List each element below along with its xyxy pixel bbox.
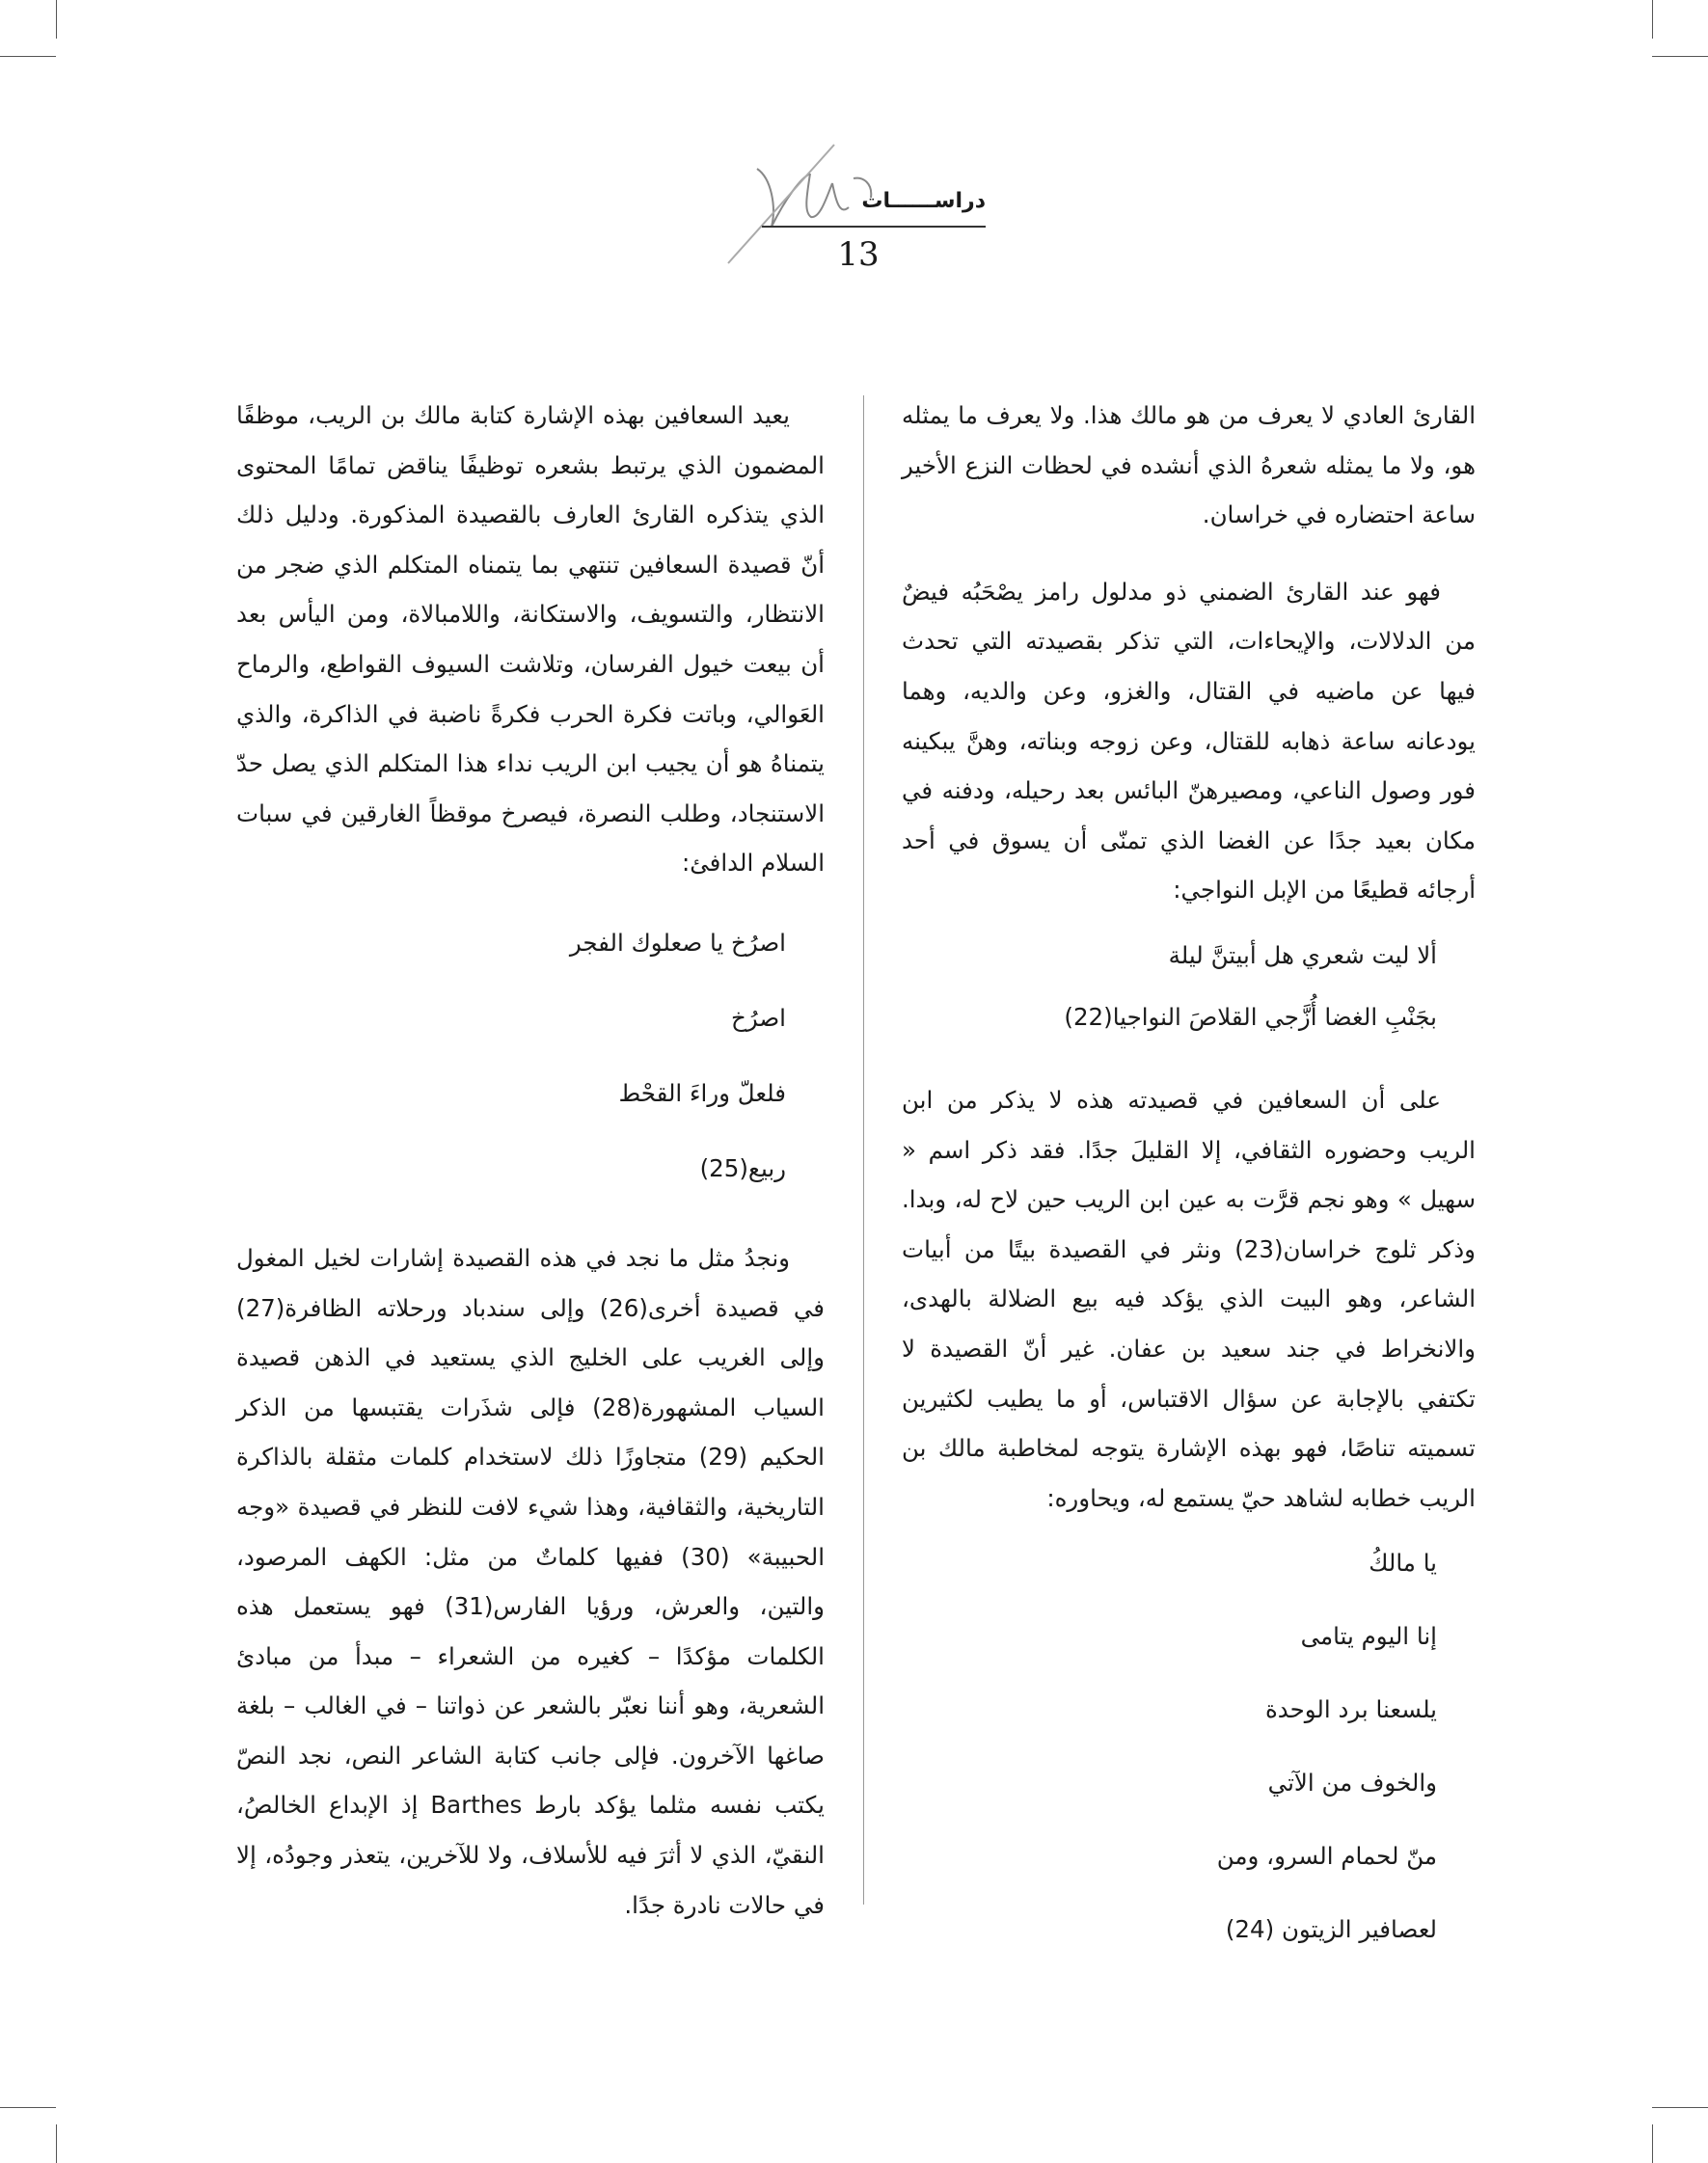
right-column <box>902 391 1476 1966</box>
crop-mark <box>0 56 56 57</box>
header-rule <box>762 226 986 228</box>
verse-line: فلعلّ وراءَ القحْط <box>618 1078 786 1107</box>
paragraph: يعيد السعافين بهذه الإشارة كتابة مالك بن الريب، موظفًا المضمون الذي يرتبط بشعره توظيفًا يناقض تمامًا المحتوى الذي يتذكره القارئ العارف بالقصيدة المذكورة. ودليل ذلك أنّ قصيدة السعافين تنتهي بما يتمناه المتكلم الذي ضجر من الانتظار، والتسويف، والاستكانة، واللامبالاة، ومن اليأس بعد أن بيعت خيول الفرسان، وتلاشت السيوف القواطع، والرماح العَوالي، وباتت فكرة الحرب فكرةً ناضبة في الذاكرة، والذي يتمناهُ هو أن يجيب ابن الريب نداء هذا المتكلم الذي يصل حدّ الاستنجاد، وطلب النصرة، فيصرخ موقظاً الغارقين في سبات السلام الدافئ: <box>236 401 825 878</box>
verse-line: والخوف من الآتي <box>1267 1769 1437 1798</box>
verse-line: ربيع(25) <box>699 1153 786 1182</box>
column-divider <box>863 395 864 1905</box>
verse-line: ألا ليت شعري هل أبيتنَّ ليلة <box>1168 940 1437 969</box>
crop-mark <box>1652 2107 1708 2108</box>
verse-line: يا مالكُ <box>1369 1549 1437 1578</box>
paragraph: فهو عند القارئ الضمني ذو مدلول رامز يصْحَبُه فيضٌ من الدلالات، والإيحاءات، التي تذكر بقصيدته التي تحدث فيها عن ماضيه في القتال، والغزو، وعن والديه، وهما يودعانه ساعة ذهابه للقتال، وعن زوجه وبناته، وهنَّ يبكينه فور وصول الناعي، ومصيرهنّ البائس بعد رحيله، ودفنه في مكان بعيد جدًا عن الغضا الذي تمنّى أن يسوق في أحد أرجائه قطيعًا من الإبل النواجي: <box>902 577 1476 905</box>
verse-line: منّ لحمام السرو، ومن <box>1216 1842 1437 1871</box>
verse-line: بجَنْبِ الغضا أُزَّجي القلاصَ النواجيا(22) <box>1064 1002 1437 1031</box>
crop-mark <box>56 2124 57 2163</box>
left-column <box>236 391 825 1930</box>
verse-line: لعصافير الزيتون (24) <box>1225 1915 1437 1944</box>
section-label: دراســــــات <box>861 189 986 213</box>
crop-mark <box>1652 56 1708 57</box>
paragraph: على أن السعافين في قصيدته هذه لا يذكر من ابن الريب وحضوره الثقافي، إلا القليلَ جدًا. فقد ذكر اسم « سهيل » وهو نجم قرَّت به عين ابن الريب حين لاح له، وبدا. وذكر ثلوج خراسان(23) ونثر في القصيدة بيتًا من أبيات الشاعر، وهو البيت الذي يؤكد فيه بيع الضلالة بالهدى، والانخراط في جند سعيد بن عفان. غير أنّ القصيدة لا تكتفي بالإجابة عن سؤال الاقتباس، أو ما يطيب لكثيرين تسميته تناصًا، فهو بهذه الإشارة يتوجه لمخاطبة مالك بن الريب خطابه لشاهد حيّ يستمع له، ويحاوره: <box>902 1085 1476 1512</box>
crop-mark <box>1652 0 1653 39</box>
paragraph: ونجدُ مثل ما نجد في هذه القصيدة إشارات لخيل المغول في قصيدة أخرى(26) وإلى سندباد ورحلاته الظافرة(27) وإلى الغريب على الخليج الذي يستعيد في الذهن قصيدة السياب المشهورة(28) فإلى شذَرات يقتبسها من الذكر الحكيم (29) متجاوزًا ذلك لاستخدام كلمات مثقلة بالذاكرة التاريخية، والثقافية، وهذا شيء لافت للنظر في قصيدة «وجه الحبيبة» (30) ففيها كلماتٌ من مثل: الكهف المرصود، والتين، والعرش، ورؤيا الفارس(31) فهو يستعمل هذه الكلمات مؤكدًا – كغيره من الشعراء – مبدأ من مبادئ الشعرية، وهو أننا نعبّر بالشعر عن ذواتنا – في الغالب – بلغة صاغها الآخرون. فإلى جانب كتابة الشاعر النص، نجد النصّ يكتب نفسه مثلما يؤكد بارط Barthes إذ الإبداع الخالصُ، النقيّ، الذي لا أثرَ فيه للأسلاف، ولا للآخرين، يتعذر وجودُه، إلا في حالات نادرة جدًا. <box>236 1243 825 1919</box>
verse-line: اصرُخ <box>731 1003 786 1032</box>
verse-line: إنا اليوم يتامى <box>1300 1622 1437 1651</box>
page-number: 13 <box>837 235 880 274</box>
crop-mark <box>56 0 57 39</box>
paragraph: القارئ العادي لا يعرف من هو مالك هذا. ولا يعرف ما يمثله هو، ولا ما يمثله شعرهُ الذي أنشده في لحظات النزع الأخير ساعة احتضاره في خراسان. <box>902 401 1476 529</box>
crop-mark <box>0 2107 56 2108</box>
verse-line: اصرُخ يا صعلوك الفجر <box>569 928 786 957</box>
crop-mark <box>1652 2124 1653 2163</box>
verse-line: يلسعنا برد الوحدة <box>1264 1695 1437 1724</box>
